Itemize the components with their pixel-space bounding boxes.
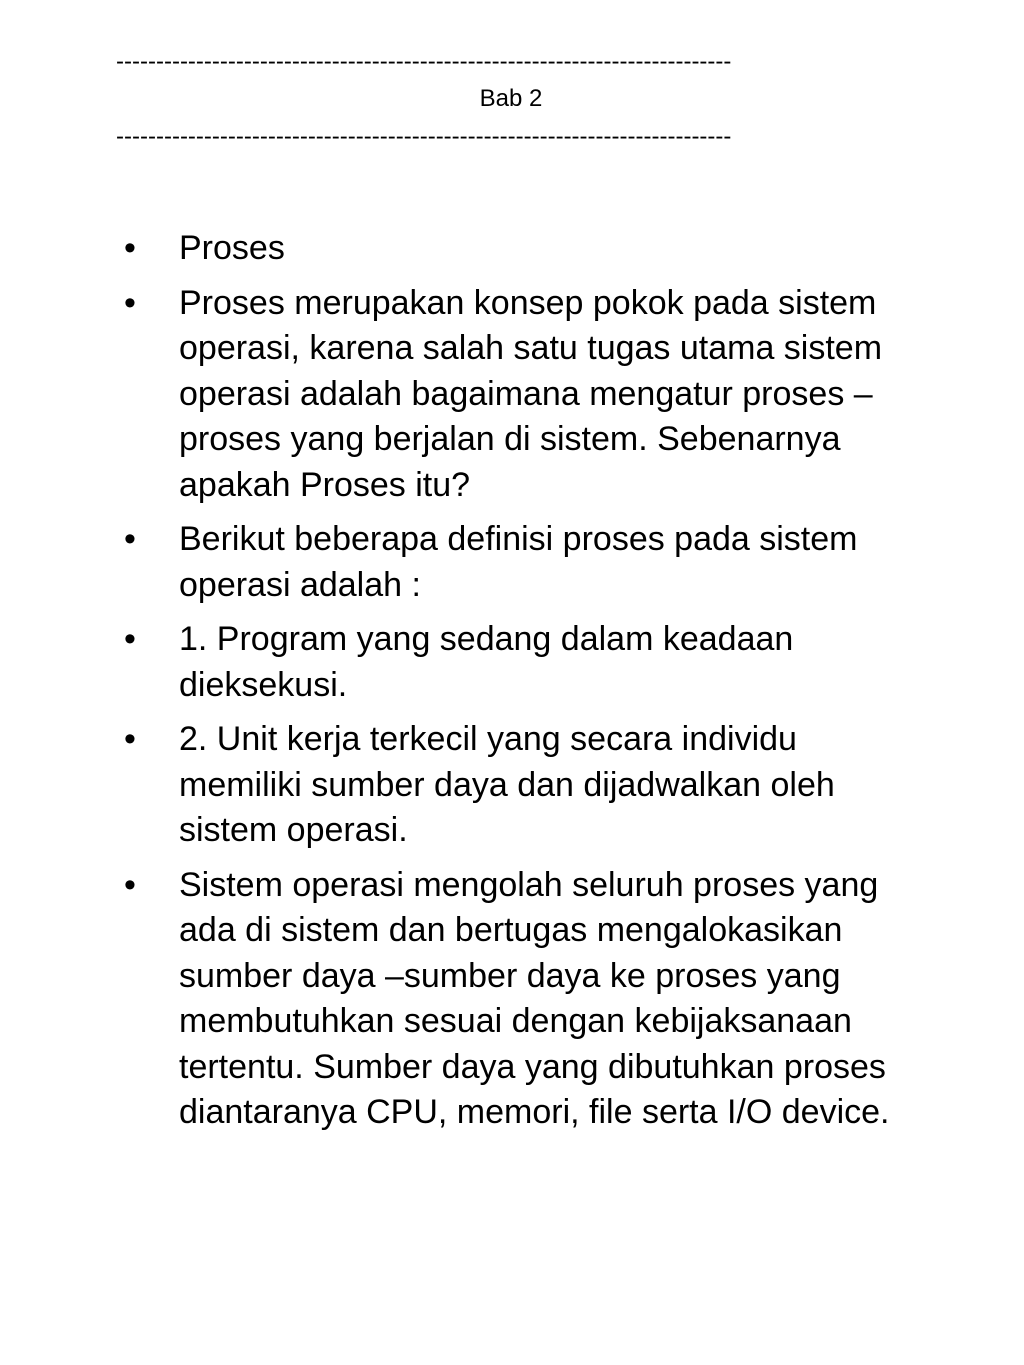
bullet-icon: • [124,229,136,267]
bullet-text: Berikut beberapa definisi proses pada sistem operasi adalah : [179,520,858,604]
bullet-text: Proses [179,229,285,267]
bullet-text: 2. Unit kerja terkecil yang secara individu memiliki sumber daya dan dijadwalkan oleh sistem operasi. [179,720,835,849]
header-rule-top: ----------------------------------------------------------------------------- [116,48,732,75]
bullet-text: Sistem operasi mengolah seluruh proses yang ada di sistem dan bertugas mengalokasikan sumber daya –sumber daya ke proses yang membutuhkan sesuai dengan kebijaksanaan tertentu. Sumber daya yang dibutuhkan proses diantaranya CPU, memori, file serta I/O device. [179,865,890,1131]
bullet-text: Proses merupakan konsep pokok pada sistem operasi, karena salah satu tugas utama sistem operasi adalah bagaimana mengatur proses – proses yang berjalan di sistem. Sebenarnya apakah Proses itu? [179,283,883,504]
bullet-icon: • [124,620,136,658]
bullet-icon: • [124,283,136,322]
bullet-text: 1. Program yang sedang dalam keadaan dieksekusi. [179,620,794,704]
bullet-item [124,617,914,708]
header-rule-bottom: ----------------------------------------------------------------------------- [116,123,732,150]
bullet-icon: • [124,520,136,558]
bullet-icon: • [124,865,136,904]
bullet-icon: • [124,720,136,758]
page-header [116,48,906,151]
bullet-item [124,517,914,608]
bullet-list [124,226,914,1145]
bullet-item [124,717,914,854]
bullet-item [124,281,914,509]
bullet-item [124,226,914,272]
bullet-item [124,863,914,1136]
header-title: Bab 2 [479,85,543,112]
